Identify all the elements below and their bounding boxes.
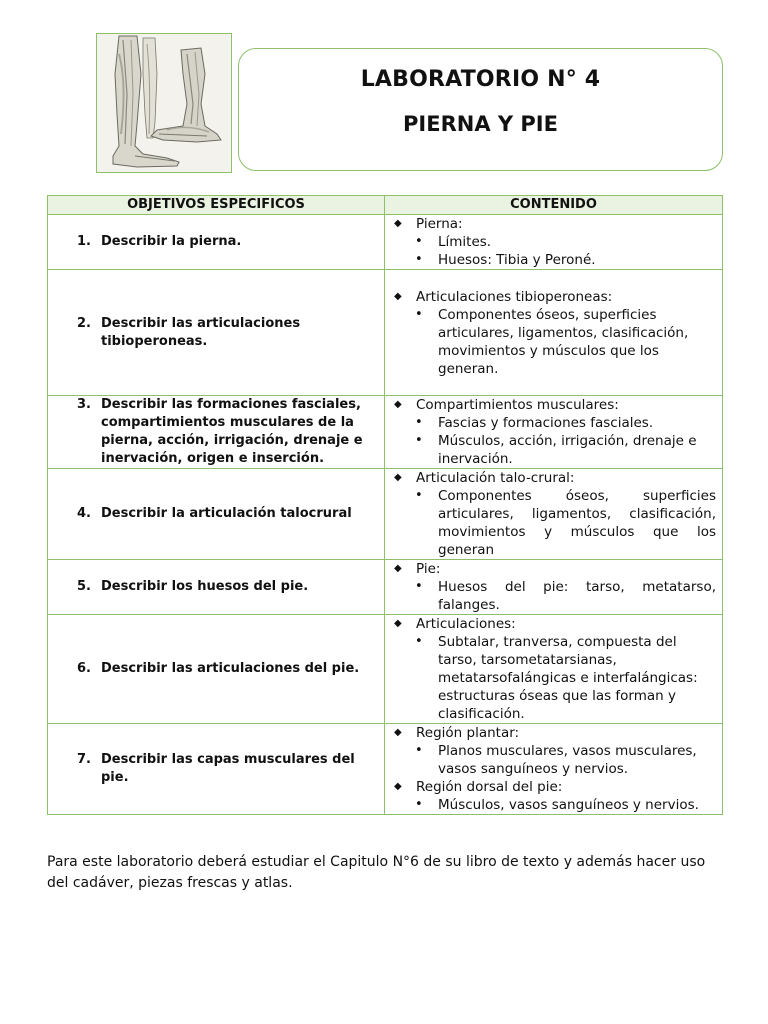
content-item: • Músculos, vasos sanguíneos y nervios.	[415, 797, 699, 813]
diamond-bullet-icon: ◆	[394, 290, 402, 302]
dot-bullet-icon: •	[415, 579, 423, 594]
objective-text: Describir las articulaciones del pie.	[101, 661, 360, 676]
lab-subtitle: PIERNA Y PIE	[403, 112, 558, 136]
objective-cell	[48, 469, 385, 560]
dot-bullet-icon: •	[415, 252, 423, 267]
dot-bullet-icon: •	[415, 306, 423, 322]
lab-title: LABORATORIO N° 4	[360, 67, 601, 92]
objective-number: 2.	[77, 315, 91, 331]
content-topic: ◆ Región dorsal del pie:	[394, 779, 563, 795]
content-item: • Huesos del pie: tarso, metatarso, falanges.	[415, 579, 716, 613]
objective-number: 1.	[77, 234, 91, 249]
diamond-bullet-icon: ◆	[394, 472, 402, 483]
content-item: • Músculos, acción, irrigación, drenaje e inervación.	[415, 433, 697, 467]
content-item: • Límites.	[415, 234, 492, 250]
objective-text: Describir la pierna.	[101, 234, 242, 249]
content-cell	[385, 215, 723, 270]
objective-cell	[48, 270, 385, 396]
table-row	[48, 724, 723, 815]
content-topic: ◆ Articulaciones tibioperoneas:	[394, 288, 613, 305]
table-row	[48, 615, 723, 724]
content-cell	[385, 724, 723, 815]
objective-text: Describir los huesos del pie.	[101, 579, 309, 594]
objective-text: Describir las capas musculares del pie.	[101, 752, 355, 785]
dot-bullet-icon: •	[415, 797, 423, 812]
content-cell	[385, 469, 723, 560]
diamond-bullet-icon: ◆	[394, 727, 402, 738]
diamond-bullet-icon: ◆	[394, 218, 402, 229]
content-cell	[385, 560, 723, 615]
objective-cell	[48, 560, 385, 615]
objective-number: 3.	[77, 397, 91, 412]
content-cell	[385, 270, 723, 396]
objective-number: 7.	[77, 752, 91, 767]
content-topic: ◆ Articulación talo-crural:	[394, 470, 575, 486]
content-topic: ◆ Compartimientos musculares:	[394, 397, 619, 413]
objective-number: 6.	[77, 661, 91, 676]
content-cell	[385, 396, 723, 469]
column-header-content: CONTENIDO	[385, 196, 723, 215]
content-topic: ◆ Articulaciones:	[394, 616, 516, 632]
objectives-table	[47, 195, 723, 815]
instructions-paragraph: Para este laboratorio deberá estudiar el Capitulo N°6 de su libro de texto y además hacer uso del cadáver, piezas frescas y atlas.	[47, 854, 706, 891]
content-cell	[385, 615, 723, 724]
leg-foot-anatomy-icon	[97, 34, 230, 171]
objective-text: Describir las articulaciones tibioperoneas.	[101, 315, 301, 349]
objective-text: Describir la articulación talocrural	[101, 506, 352, 521]
content-item: • Huesos: Tibia y Peroné.	[415, 252, 596, 268]
objective-cell	[48, 215, 385, 270]
content-topic: ◆ Región plantar:	[394, 725, 520, 741]
objective-cell	[48, 615, 385, 724]
content-item: • Componentes óseos, superficies articulares, ligamentos, clasificación, movimientos y músculos que los generan	[415, 488, 716, 558]
table-row	[48, 560, 723, 615]
table-row	[48, 215, 723, 270]
table-row	[48, 270, 723, 396]
table-row	[48, 396, 723, 469]
objective-cell	[48, 724, 385, 815]
diamond-bullet-icon: ◆	[394, 563, 402, 574]
content-item: • Subtalar, tranversa, compuesta del tarso, tarsometatarsianas, metatarsofalángicas e interfalángicas: estructuras óseas que las forman y clasificación.	[415, 634, 698, 722]
dot-bullet-icon: •	[415, 234, 423, 249]
table-header-row	[48, 196, 723, 215]
objective-text: Describir las formaciones fasciales, compartimientos musculares de la pierna, acción, irrigación, drenaje e inervación, origen e inserción.	[101, 397, 363, 466]
dot-bullet-icon: •	[415, 415, 423, 430]
dot-bullet-icon: •	[415, 743, 423, 758]
content-topic: ◆ Pierna:	[394, 216, 463, 232]
content-topic: ◆ Pie:	[394, 561, 441, 577]
objective-number: 5.	[77, 579, 91, 594]
content-item: • Planos musculares, vasos musculares, vasos sanguíneos y nervios.	[415, 743, 697, 777]
objective-cell	[48, 396, 385, 469]
leg-anatomy-image	[96, 33, 232, 173]
dot-bullet-icon: •	[415, 634, 423, 649]
content-item: • Componentes óseos, superficies articulares, ligamentos, clasificación, movimientos y músculos que los generan.	[415, 306, 689, 377]
content-item: • Fascias y formaciones fasciales.	[415, 415, 654, 431]
table-row	[48, 469, 723, 560]
dot-bullet-icon: •	[415, 488, 423, 503]
column-header-objectives: OBJETIVOS ESPECIFICOS	[48, 196, 385, 215]
diamond-bullet-icon: ◆	[394, 781, 402, 792]
dot-bullet-icon: •	[415, 433, 423, 448]
objective-number: 4.	[77, 506, 91, 521]
title-box	[238, 48, 723, 171]
diamond-bullet-icon: ◆	[394, 399, 402, 410]
diamond-bullet-icon: ◆	[394, 618, 402, 629]
